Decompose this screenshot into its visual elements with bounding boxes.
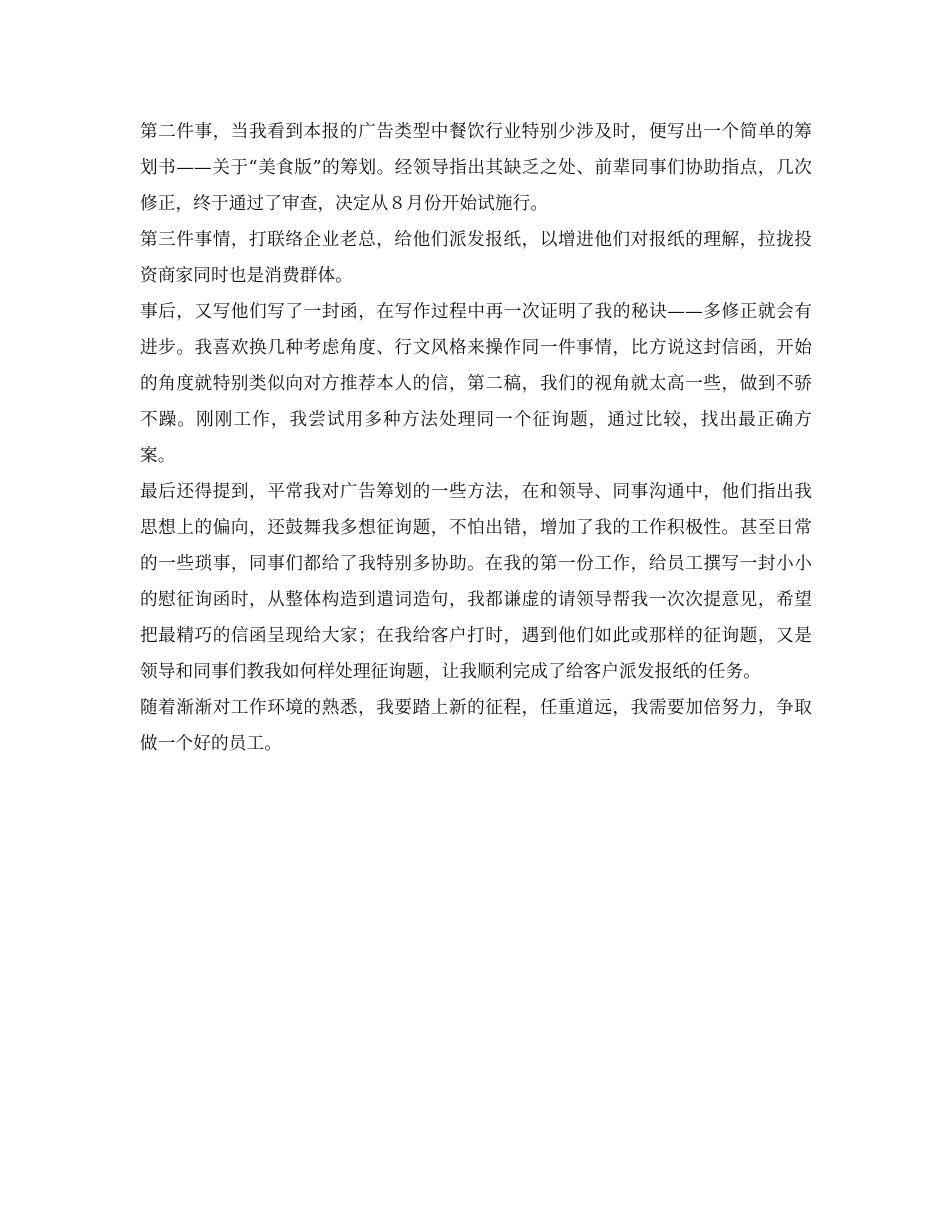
document-body [140,114,812,762]
paragraph-second-task: 第二件事，当我看到本报的广告类型中餐饮行业特别少涉及时，便写出一个简单的筹划书——关于“美食版”的筹划。经领导指出其缺乏之处、前辈同事们协助指点，几次修正，终于通过了审查，决定从８月份开始试施行。 [140,122,812,214]
paragraph-third-task: 第三件事情，打联络企业老总，给他们派发报纸，以增进他们对报纸的理解，拉拢投资商家同时也是消费群体。 [140,230,812,286]
paragraph-colleague-help: 最后还得提到，平常我对广告筹划的一些方法，在和领导、同事沟通中，他们指出我思想上的偏向，还鼓舞我多想征询题，不怕出错，增加了我的工作积极性。甚至日常的一些琐事，同事们都给了我特别多协助。在我的第一份工作，给员工撰写一封小小的慰征询函时，从整体构造到遣词造句，我都谦虚的请领导帮我一次次提意见，希望把最精巧的信函呈现给大家；在我给客户打时，遇到他们如此或那样的征询题，又是领导和同事们教我如何样处理征询题，让我顺利完成了给客户派发报纸的任务。 [140,482,812,682]
paragraph-letter-writing: 事后，又写他们写了一封函，在写作过程中再一次证明了我的秘诀——多修正就会有进步。我喜欢换几种考虑角度、行文风格来操作同一件事情，比方说这封信函，开始的角度就特别类似向对方推荐本人的信，第二稿，我们的视角就太高一些，做到不骄不躁。刚刚工作，我尝试用多种方法处理同一个征询题，通过比较，找出最正确方案。 [140,302,812,466]
paragraph-conclusion: 随着渐渐对工作环境的熟悉，我要踏上新的征程，任重道远，我需要加倍努力，争取做一个好的员工。 [140,698,812,754]
